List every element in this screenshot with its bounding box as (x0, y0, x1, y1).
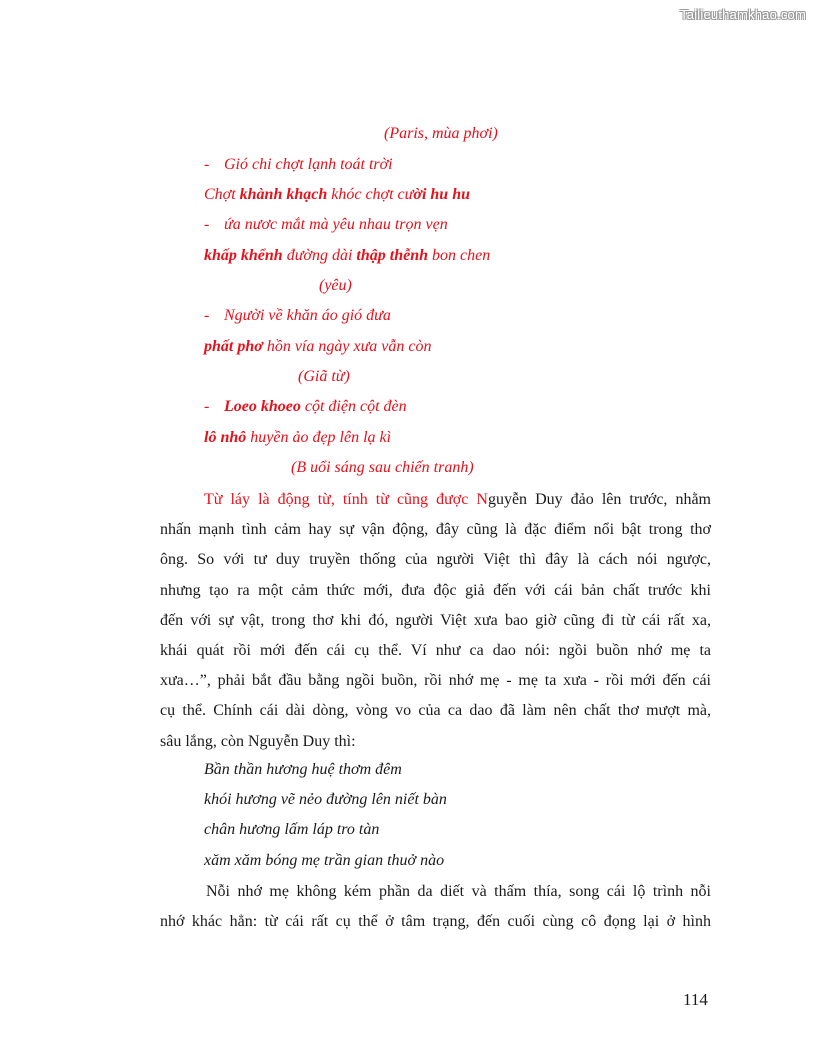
paragraph1-line5: đến với sự vật, trong thơ khi đó, người Việt xưa bao giờ cũng đi từ cái rất xa, (160, 611, 711, 629)
poem1-line2-bold1: khành khạch (239, 186, 328, 203)
paragraph2-line2: nhớ khác hẳn: từ cái rất cụ thể ở tâm trạng, đến cuối cùng cô đọng lại ở hình (160, 913, 711, 931)
poem-credit-giatu: (Giã từ) (298, 368, 350, 385)
dash: - (204, 307, 210, 324)
poem2-line1-text: ứa nươc mắt mà yêu nhau trọn vẹn (224, 216, 448, 233)
poem2-line2-bold1: khấp khểnh (204, 247, 283, 264)
dash: - (204, 398, 210, 415)
paragraph2-line1: Nỗi nhớ mẹ không kém phần da diết và thấm thía, song cái lộ trình nỗi (206, 883, 711, 900)
dash: - (204, 156, 210, 173)
poem-credit-yeu: (yêu) (319, 277, 352, 294)
paragraph1-line2: nhấn mạnh tình cảm hay sự vận động, đây cũng là đặc điểm nổi bật trong thơ (160, 521, 711, 539)
poem2-line1 (204, 215, 448, 235)
poem3-line1 (204, 306, 391, 326)
poem-credit-paris: (Paris, mùa phơi) (384, 125, 498, 142)
poem3-line2-bold: phất phơ (204, 338, 263, 355)
watermark: Tailieuthamkhao.com (680, 7, 806, 22)
paragraph1-line1 (160, 485, 711, 515)
paragraph1-line1-red: Từ láy là động từ, tính từ cũng được N (204, 491, 488, 508)
poem4-line1-bold: Loeo khoeo (224, 398, 301, 415)
paragraph1-line1-rest: guyễn Duy đảo lên trước, nhằm (487, 491, 712, 508)
poem3-line2 (204, 337, 432, 357)
poem5-line3: chân hương lấm láp tro tàn (204, 821, 380, 838)
poem1-line2-a: Chợt (204, 186, 240, 203)
paragraph1-line3: ông. So với tư duy truyền thống của người Việt thì đây là cách nói ngược, (160, 551, 711, 569)
poem1-line1 (204, 155, 393, 175)
dash: - (204, 216, 210, 233)
poem1-line1-text: Gió chi chợt lạnh toát trời (224, 156, 393, 173)
poem2-line2-d: bon chen (428, 247, 491, 264)
body-paragraph-2 (160, 877, 711, 937)
poem-credit-buoisang: (B uổi sáng sau chiến tranh) (291, 459, 474, 476)
poem5-line1: Bần thần hương huệ thơm đêm (204, 761, 402, 778)
paragraph1-line7: xưa…”, phải bắt đầu bằng ngồi buồn, rồi nhớ mẹ - mẹ ta xưa - rồi mới đến cái (160, 672, 711, 690)
paragraph1-line6: khái quát rồi mới đến cái cụ thể. Ví như ca dao nói: ngồi buồn nhớ mẹ ta (160, 641, 711, 659)
page-number: 114 (683, 990, 708, 1009)
poem4-line2-bold: lô nhô (204, 429, 247, 446)
poem3-line1-text: Người về khăn áo gió đưa (224, 307, 391, 324)
poem4-line2 (204, 428, 391, 448)
poem5-line4: xăm xăm bóng mẹ trần gian thuở nào (204, 852, 445, 869)
poem4-line1 (204, 397, 407, 417)
poem5-line2: khói hương vẽ nẻo đường lên niết bàn (204, 791, 447, 808)
poem3-line2-b: hồn vía ngày xưa vẫn còn (262, 338, 432, 355)
poem1-line2-bold2: ời hu hu (413, 186, 470, 203)
poem1-line2 (204, 185, 470, 205)
body-paragraph-1 (160, 485, 711, 757)
paragraph1-line8: cụ thể. Chính cái dài dòng, vòng vo của ca dao đã làm nên chất thơ mượt mà, (160, 702, 711, 720)
paragraph1-line4: nhưng tạo ra một cảm thức mới, đưa độc giả đến với cái bản chất trước khi (160, 581, 711, 599)
poem2-line2-b: đường dài (282, 247, 357, 264)
poem4-line1-b: cột điện cột đèn (300, 398, 407, 415)
poem2-line2 (204, 246, 490, 266)
poem2-line2-bold2: thập thễnh (356, 247, 429, 264)
poem4-line2-b: huyền ảo đẹp lên lạ kì (246, 429, 392, 446)
poem1-line2-c: khóc chợt cư (327, 186, 414, 203)
paragraph1-line9: sâu lắng, còn Nguyễn Duy thì: (160, 732, 356, 750)
